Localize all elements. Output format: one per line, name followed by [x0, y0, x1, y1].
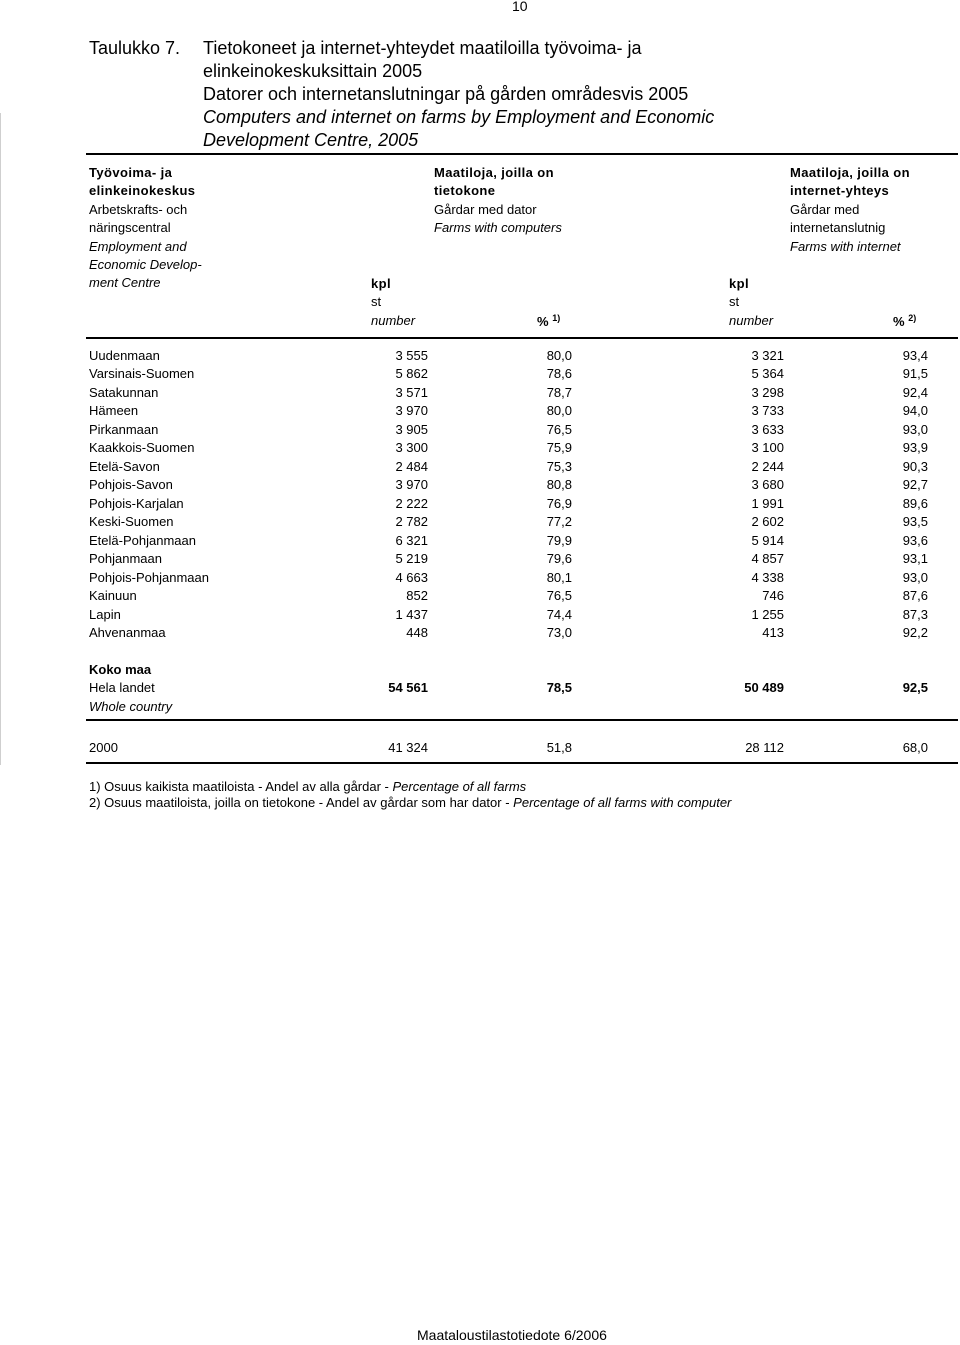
table-row [0, 606, 960, 624]
computers-count: 3 555 [395, 347, 428, 363]
internet-percent: 91,5 [902, 366, 928, 381]
computers-percent: 76,9 [546, 495, 572, 511]
header-bottom-rule [86, 337, 958, 339]
units-internet: kpl st number [729, 276, 774, 328]
table-row [0, 587, 960, 605]
total-bottom-rule [86, 719, 958, 721]
computers-percent: 76,5 [546, 588, 572, 603]
region-name: Etelä-Pohjanmaan [89, 532, 196, 548]
table-row [0, 384, 960, 402]
title-english-line2: Development Centre, 2005 [203, 130, 419, 150]
computers-percent: 75,9 [546, 440, 572, 455]
computers-percent: 80,1 [546, 569, 572, 585]
comparison-row: 2000 41 324 51,8 28 112 68,0 [89, 740, 928, 755]
internet-count: 3 633 [751, 421, 784, 437]
computers-count: 2 484 [395, 458, 428, 474]
region-name: Kaakkois-Suomen [89, 440, 195, 455]
table-row [0, 458, 960, 476]
computers-count: 5 862 [395, 366, 428, 381]
computers-count: 3 970 [395, 403, 428, 418]
internet-count: 4 338 [751, 569, 784, 585]
internet-percent: 93,1 [902, 551, 928, 566]
region-name: Pohjois-Pohjanmaan [89, 569, 209, 585]
computers-count: 2 782 [395, 514, 428, 529]
table-row [0, 495, 960, 513]
table-bottom-rule [86, 762, 958, 764]
region-name: Hämeen [89, 403, 139, 418]
computers-count: 6 321 [395, 532, 428, 548]
region-name: Varsinais-Suomen [89, 366, 195, 381]
table-row [0, 365, 960, 383]
table-row [0, 532, 960, 550]
internet-count: 3 298 [751, 384, 784, 400]
internet-count: 4 857 [751, 551, 784, 566]
region-name: Pohjois-Savon [89, 477, 173, 492]
internet-percent: 87,6 [902, 588, 928, 603]
internet-count: 3 733 [751, 403, 784, 418]
internet-count: 413 [762, 625, 784, 640]
region-name: Etelä-Savon [89, 458, 160, 474]
internet-percent: 87,3 [902, 606, 928, 622]
internet-count: 746 [762, 588, 784, 603]
computers-count: 4 663 [395, 569, 428, 585]
computers-percent: 75,3 [546, 458, 572, 474]
computers-count: 3 300 [395, 440, 428, 455]
page-number: 10 [512, 0, 528, 14]
computers-percent: 80,0 [546, 403, 572, 418]
region-name: Pohjois-Karjalan [89, 495, 184, 511]
internet-count: 1 255 [751, 606, 784, 622]
table-row [0, 550, 960, 568]
computers-percent: 78,7 [546, 384, 572, 400]
computers-percent: 73,0 [546, 625, 572, 640]
computers-count: 3 970 [395, 477, 428, 492]
internet-percent: 93,4 [902, 347, 928, 363]
internet-percent: 93,0 [902, 569, 928, 585]
title-finnish-line2: elinkeinokeskuksittain 2005 [203, 61, 423, 81]
page-footer: Maataloustilastotiedote 6/2006 [417, 1327, 607, 1343]
region-name: Kainuun [89, 588, 137, 603]
title-finnish-line1: Tietokoneet ja internet-yhteydet maatiloilla työvoima- ja [203, 38, 642, 58]
region-name: Satakunnan [89, 384, 159, 400]
header-top-rule [86, 153, 958, 155]
computers-percent: 76,5 [546, 421, 572, 437]
region-name: Ahvenanmaa [89, 625, 166, 640]
internet-count: 2 602 [751, 514, 784, 529]
region-name: Uudenmaan [89, 347, 160, 363]
total-label-row: Koko maa [89, 662, 152, 677]
column-header-region: Työvoima- ja elinkeinokeskus Arbetskrafts- och näringscentral Employment and Economic Develop- ment Centre [89, 165, 202, 291]
column-header-computers: Maatiloja, joilla on tietokone Gårdar med dator Farms with computers [434, 165, 562, 236]
computers-count: 1 437 [395, 606, 428, 622]
internet-percent: 92,2 [902, 625, 928, 640]
computers-percent: 79,6 [546, 551, 572, 566]
footnote-1: 1) Osuus kaikista maatiloista - Andel av alla gårdar - Percentage of all farms [89, 779, 527, 794]
computers-count: 3 905 [395, 421, 428, 437]
internet-count: 1 991 [751, 495, 784, 511]
table-title [203, 37, 714, 152]
internet-count: 2 244 [751, 458, 784, 474]
internet-count: 5 914 [751, 532, 784, 548]
computers-count: 448 [406, 625, 428, 640]
percent-header-internet: % $^{2)}$ [893, 313, 917, 329]
table-label: Taulukko 7. [89, 38, 181, 58]
region-name: Pohjanmaan [89, 551, 162, 566]
internet-count: 3 321 [751, 347, 784, 363]
table-row [0, 476, 960, 494]
table-row [0, 439, 960, 457]
computers-percent: 80,8 [546, 477, 572, 492]
total-row: Hela landet 54 561 78,5 50 489 92,5 [89, 680, 928, 695]
internet-percent: 94,0 [902, 403, 928, 418]
units-computers: kpl st number [371, 276, 416, 328]
computers-count: 852 [406, 588, 428, 603]
table-row [0, 421, 960, 439]
computers-count: 3 571 [395, 384, 428, 400]
region-name: Keski-Suomen [89, 514, 174, 529]
computers-count: 5 219 [395, 551, 428, 566]
internet-percent: 92,4 [902, 384, 928, 400]
region-name: Pirkanmaan [89, 421, 159, 437]
title-swedish: Datorer och internetanslutningar på gården områdesvis 2005 [203, 84, 689, 104]
table-row [0, 513, 960, 531]
internet-percent: 93,6 [902, 532, 928, 548]
internet-percent: 92,7 [902, 477, 928, 492]
computers-percent: 74,4 [546, 606, 572, 622]
internet-percent: 93,5 [902, 514, 928, 529]
table-row [0, 624, 960, 642]
title-english-line1: Computers and internet on farms by Employment and Economic [203, 107, 715, 127]
computers-count: 2 222 [395, 495, 428, 511]
column-header-internet: Maatiloja, joilla on internet-yhteys Gårdar med internetanslutnig Farms with internet [790, 165, 910, 254]
internet-percent: 90,3 [902, 458, 928, 474]
internet-percent: 93,0 [902, 421, 928, 437]
internet-count: 3 100 [751, 440, 784, 455]
table-row [0, 347, 960, 365]
total-english-row: Whole country [89, 699, 173, 714]
footnote-2: 2) Osuus maatiloista, joilla on tietokone - Andel av gårdar som har dator - Percentage of all farms with computer [89, 795, 732, 810]
internet-count: 5 364 [751, 366, 784, 381]
table-row [0, 402, 960, 420]
computers-percent: 78,6 [546, 366, 572, 381]
internet-percent: 93,9 [902, 440, 928, 455]
internet-count: 3 680 [751, 477, 784, 492]
computers-percent: 77,2 [546, 514, 572, 529]
table-row [0, 569, 960, 587]
computers-percent: 80,0 [546, 347, 572, 363]
computers-percent: 79,9 [546, 532, 572, 548]
percent-header-computers: % $^{1)}$ [537, 313, 561, 329]
internet-percent: 89,6 [902, 495, 928, 511]
region-name: Lapin [89, 606, 121, 622]
